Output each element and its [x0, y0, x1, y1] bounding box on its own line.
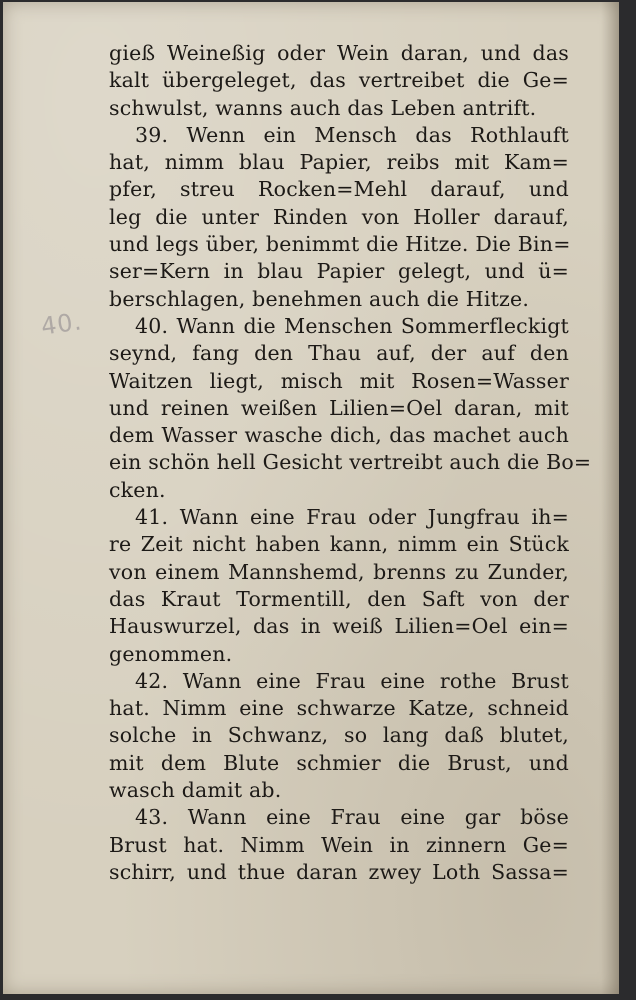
text-line: seynd, fang den Thau auf, der auf den: [109, 341, 569, 366]
text-line: schwulst, wanns auch das Leben antrift.: [109, 95, 537, 120]
text-line: kalt übergeleget, das vertreibet die Ge=: [109, 68, 569, 93]
text-line: und legs über, benimmt die Hitze. Die Bin=: [109, 232, 571, 257]
text-line: 42. Wann eine Frau eine rothe Brust: [135, 668, 569, 693]
text-line: ser=Kern in blau Papier gelegt, und ü=: [109, 259, 569, 284]
text-line: von einem Mannshemd, brenns zu Zunder,: [109, 559, 569, 584]
text-line: berschlagen, benehmen auch die Hitze.: [109, 286, 530, 311]
text-line: leg die unter Rinden von Holler darauf,: [109, 204, 569, 229]
page-edge-shadow: [601, 2, 619, 994]
text-line: ein schön hell Gesicht vertreibt auch die Bo=: [109, 450, 592, 475]
text-line: schirr, und thue daran zwey Loth Sassa=: [109, 859, 569, 884]
text-line: dem Wasser wasche dich, das machet auch: [109, 423, 569, 448]
text-line: 39. Wenn ein Mensch das Rothlauft: [135, 122, 569, 147]
text-line: Waitzen liegt, misch mit Rosen=Wasser: [109, 368, 569, 393]
text-line: mit dem Blute schmier die Brust, und: [109, 750, 569, 775]
text-line: hat, nimm blau Papier, reibs mit Kam=: [109, 150, 569, 175]
text-line: Hauswurzel, das in weiß Lilien=Oel ein=: [109, 614, 569, 639]
text-line: das Kraut Tormentill, den Saft von der: [109, 586, 569, 611]
book-page: [3, 2, 619, 994]
text-line: 41. Wann eine Frau oder Jungfrau ih=: [135, 505, 569, 530]
page-text: [109, 40, 592, 886]
text-line: gieß Weineßig oder Wein daran, und das: [109, 41, 569, 65]
pencil-annotation: 40.: [39, 307, 84, 341]
text-line: hat. Nimm eine schwarze Katze, schneid: [109, 696, 569, 721]
text-line: und reinen weißen Lilien=Oel daran, mit: [109, 395, 569, 420]
text-line: re Zeit nicht haben kann, nimm ein Stück: [109, 532, 569, 557]
text-line: cken.: [109, 477, 166, 502]
text-line: 40. Wann die Menschen Sommerfleckigt: [135, 313, 569, 338]
text-line: pfer, streu Rocken=Mehl darauf, und: [109, 177, 569, 202]
text-line: wasch damit ab.: [109, 778, 282, 803]
text-line: 43. Wann eine Frau eine gar böse: [135, 805, 569, 830]
text-line: solche in Schwanz, so lang daß blutet,: [109, 723, 569, 748]
text-line: Brust hat. Nimm Wein in zinnern Ge=: [109, 832, 569, 857]
text-line: genommen.: [109, 641, 233, 666]
